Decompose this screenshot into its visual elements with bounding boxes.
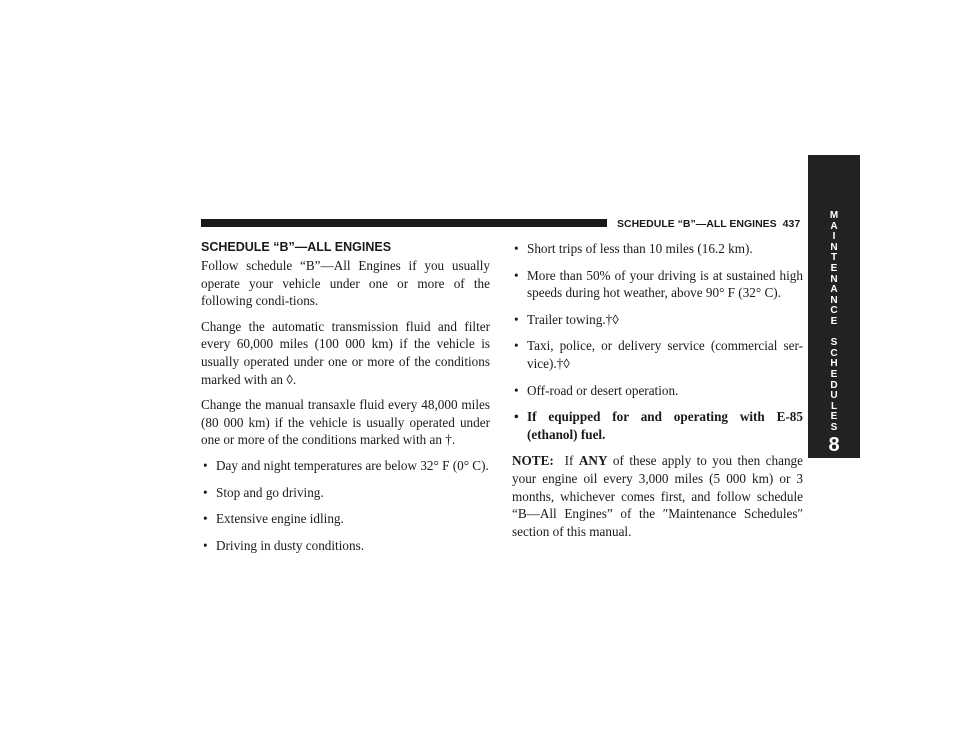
chapter-side-tab <box>808 155 860 458</box>
intro-paragraph: Follow schedule “B”—All Engines if you usually operate your vehicle under one or more of the following condi-tions. <box>201 258 490 309</box>
list-item: • More than 50% of your driving is at sustained high speeds during hot weather, above 90° F (32° C). <box>514 267 803 301</box>
bullet-dot: • <box>514 409 519 425</box>
bullet-dot: • <box>514 311 519 327</box>
list-item: • Taxi, police, or delivery service (commercial ser-vice).†◊ <box>514 338 803 371</box>
chapter-number: 8 <box>828 434 840 457</box>
side-tab-letter: I <box>832 231 836 243</box>
page-number: 437 <box>782 218 801 230</box>
bullet-dot: • <box>203 511 208 527</box>
right-column <box>512 240 803 548</box>
running-title: SCHEDULE “B”—ALL ENGINES <box>617 218 777 230</box>
side-tab-letter: T <box>830 252 838 264</box>
side-tab-letter: E <box>830 315 838 327</box>
side-tab-letter: E <box>830 411 838 423</box>
side-tab-letter: H <box>830 358 838 370</box>
header-rule-bar <box>201 219 607 227</box>
side-tab-letter: S <box>830 337 838 349</box>
note-emphasis: ANY <box>578 453 608 469</box>
side-tab-letter: M <box>829 210 839 221</box>
side-tab-letter: E <box>830 368 838 380</box>
bullet-dot: • <box>514 267 519 283</box>
list-item: • Short trips of less than 10 miles (16.2 km). <box>514 241 753 256</box>
side-tab-letter: D <box>830 379 838 391</box>
bullet-dot: • <box>514 382 519 398</box>
running-header <box>617 216 803 232</box>
side-tab-letter: C <box>830 305 838 317</box>
list-item: • Extensive engine idling. <box>203 511 344 527</box>
bullet-dot: • <box>203 484 208 500</box>
side-tab-letter: A <box>830 284 838 296</box>
side-tab-letter: N <box>830 294 838 306</box>
note-label: NOTE: <box>512 453 554 469</box>
transaxle-paragraph: Change the manual transaxle fluid every 48,000 miles (80 000 km) if the vehicle is usually operated under one or more of the conditions marked with an †. <box>201 397 490 448</box>
bullet-dot: • <box>203 537 208 553</box>
side-tab-letter: U <box>830 390 838 402</box>
left-column <box>201 240 490 563</box>
side-tab-letter: N <box>830 241 838 253</box>
bullet-dot: • <box>203 457 208 473</box>
list-item: • Driving in dusty conditions. <box>203 537 364 553</box>
note-paragraph: NOTE: If ANY of these apply to you then change your engine oil every 3,000 miles (5 000 km) or 3 months, whichever comes first, and follow schedule “B—All Engines” of the ″Maintenance Schedules″ section of this manual. <box>512 453 804 539</box>
side-tab-letter: A <box>830 220 838 232</box>
bullet-dot: • <box>514 241 519 256</box>
list-item: • Day and night temperatures are below 32° F (0° C). <box>203 457 489 473</box>
side-tab-letters <box>830 211 838 433</box>
side-tab-letter: E <box>830 262 838 274</box>
side-tab-letter: S <box>830 421 838 433</box>
list-item: • Off-road or desert operation. <box>514 382 679 398</box>
conditions-list-right <box>512 240 803 443</box>
side-tab-letter: N <box>830 273 838 285</box>
list-item-e85: • If equipped for and operating with E-85 (ethanol) fuel. <box>514 409 803 442</box>
list-item: • Trailer towing.†◊ <box>514 311 619 327</box>
section-heading: SCHEDULE “B”—ALL ENGINES <box>201 240 392 254</box>
conditions-list-left <box>201 457 490 554</box>
transmission-paragraph: Change the automatic transmission fluid and filter every 60,000 miles (100 000 km) if the vehicle is usually operated under one or more of the conditions marked with an ◊. <box>201 318 490 387</box>
side-tab-letter: C <box>830 347 838 359</box>
side-tab-letter: L <box>830 400 838 412</box>
bullet-dot: • <box>514 338 519 354</box>
list-item: • Stop and go driving. <box>203 484 324 500</box>
